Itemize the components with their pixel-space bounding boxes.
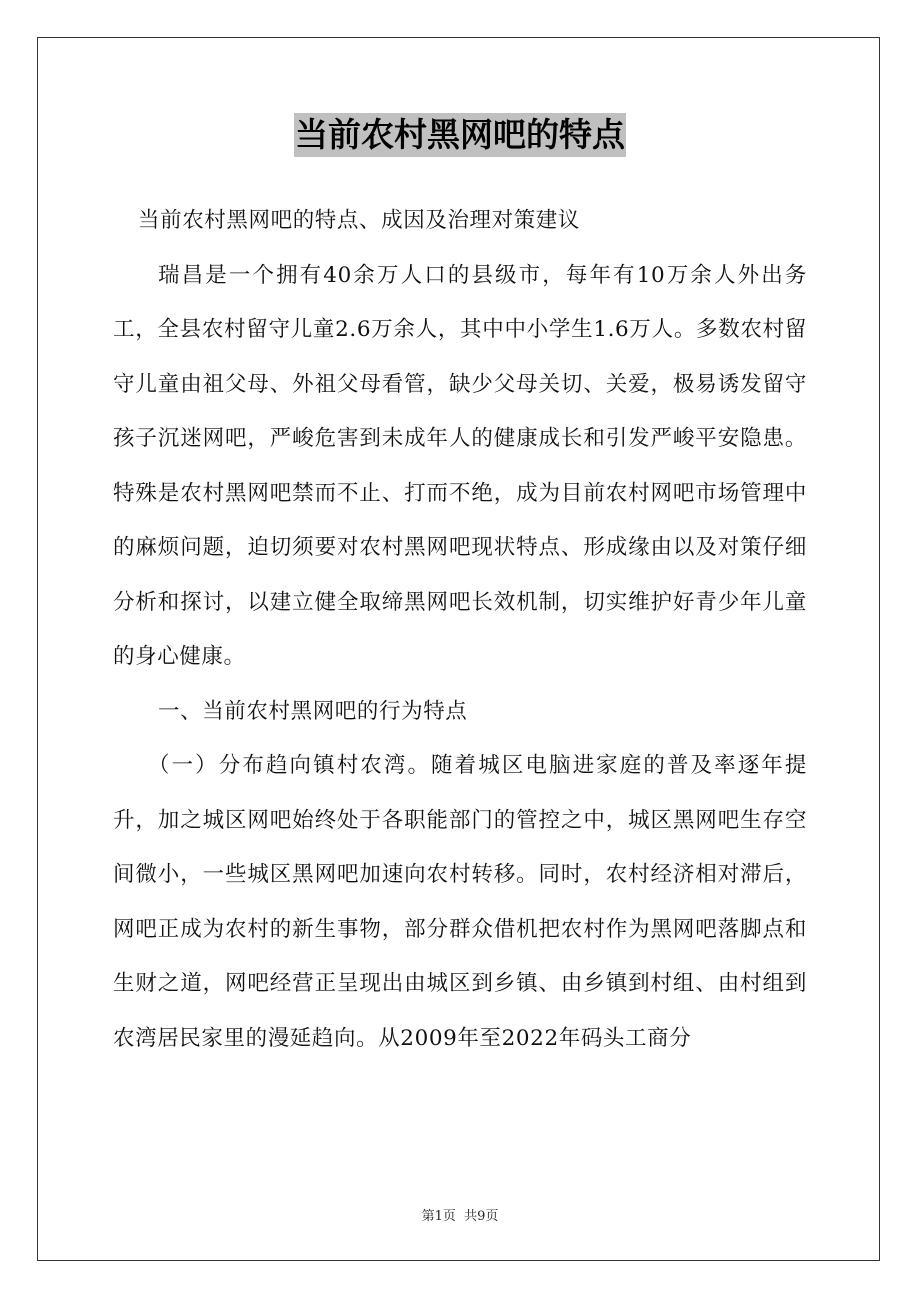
page-footer [0, 1205, 920, 1224]
page-total: 共9页 [464, 1209, 499, 1224]
title-container [0, 113, 920, 157]
page-number: 第1页 [421, 1209, 456, 1224]
paragraph-intro: 瑞昌是一个拥有40余万人口的县级市，每年有10万余人外出务工，全县农村留守儿童2.6万余人，其中中小学生1.6万人。多数农村留守儿童由祖父母、外祖父母看管，缺少父母关切、关爱，极易诱发留守孩子沉迷网吧，严峻危害到未成年人的健康成长和引发严峻平安隐患。特殊是农村黑网吧禁而不止、打而不绝，成为目前农村网吧市场管理中的麻烦问题，迫切须要对农村黑网吧现状特点、形成缘由以及对策仔细分析和探讨，以建立健全取缔黑网吧长效机制，切实维护好青少年儿童的身心健康。 [113, 262, 807, 669]
document-title: 当前农村黑网吧的特点 [294, 113, 626, 157]
document-body [113, 194, 807, 1066]
section-heading: 一、当前农村黑网吧的行为特点 [158, 698, 468, 724]
paragraph-section-1: （一）分布趋向镇村农湾。随着城区电脑进家庭的普及率逐年提升，加之城区网吧始终处于各职能部门的管控之中，城区黑网吧生存空间微小，一些城区黑网吧加速向农村转移。同时，农村经济相对滞后，网吧正成为农村的新生事物，部分群众借机把农村作为黑网吧落脚点和生财之道，网吧经营正呈现出由城区到乡镇、由乡镇到村组、由村组到农湾居民家里的漫延趋向。从2009年至2022年码头工商分 [113, 753, 807, 1051]
document-subtitle: 当前农村黑网吧的特点、成因及治理对策建议 [138, 208, 581, 233]
